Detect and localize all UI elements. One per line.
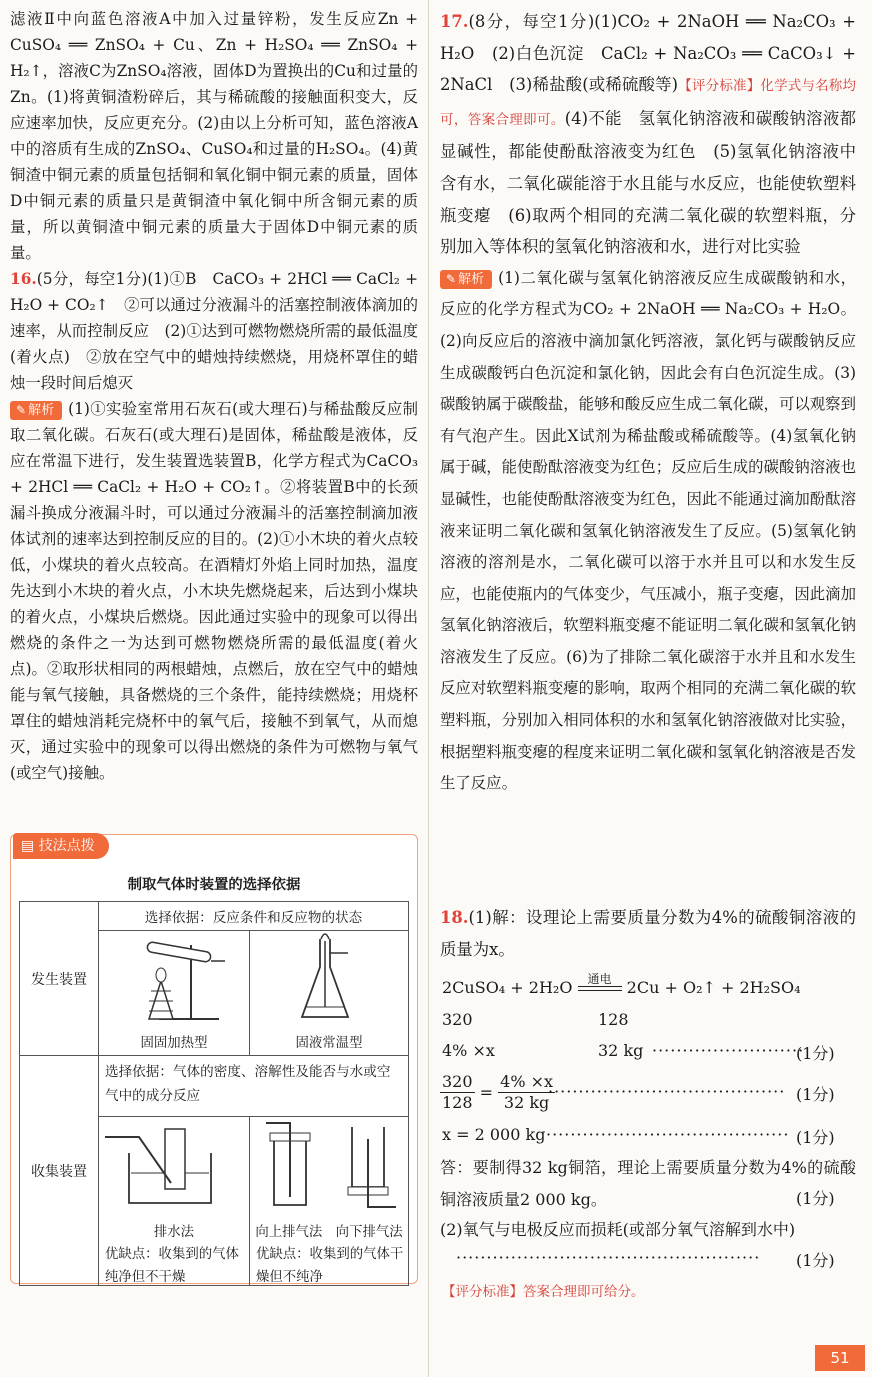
proportion-right-top: 4% ×x — [500, 1072, 554, 1091]
q16-answer-text: (5分，每空1分)(1)①B CaCO₃ + 2HCl ══ CaCl₂ + H₂O + CO₂↑ ②可以通过分液漏斗的活塞控制液体滴加的速率，从而控制反应 (2)①达到可燃物燃烧所需的最低温度(着火点) ②放在空气中的蜡烛持续燃烧，用烧杯罩住的蜡烛一段时间后熄灭 — [10, 270, 418, 392]
q17-scoring-standard: 【评分标准】化学式与名称均可，答案合理即可。 — [440, 78, 856, 128]
result: x = 2 000 kg — [442, 1125, 546, 1144]
solid-liquid-label: 固液常温型 — [295, 1036, 363, 1051]
q18-number: 18. — [440, 908, 469, 927]
dot-leader-1: ························· — [652, 1041, 805, 1060]
solid-liquid-cell — [250, 931, 409, 1056]
q18-part2 — [440, 1214, 856, 1246]
equation-condition — [578, 972, 622, 991]
analysis-tag — [10, 401, 62, 420]
page-number: 51 — [815, 1345, 865, 1371]
proportion-left — [440, 1072, 475, 1113]
air-method-note: 优缺点：收集到的气体干燥但不纯净 — [256, 1247, 404, 1285]
q18-equation — [442, 972, 801, 997]
water-displacement-cell — [99, 1117, 250, 1286]
analysis-tag-label: 解析 — [28, 403, 55, 418]
q18-part2-text: (2)氧气与电极反应而损耗(或部分氧气溶解到水中) — [440, 1220, 796, 1239]
score-5: (1分) — [796, 1251, 835, 1270]
analysis-tag-right — [440, 270, 492, 289]
q16-answer — [10, 266, 418, 396]
score-4: (1分) — [796, 1189, 835, 1208]
q18-intro — [440, 902, 856, 965]
proportion-right — [498, 1072, 555, 1113]
air-displacement-apparatus-icon — [250, 1117, 408, 1213]
pencil-icon: ✎ — [16, 403, 27, 417]
score-2: (1分) — [796, 1085, 835, 1104]
q17-answer-text: (8分，每空1分)(1)CO₂ + 2NaOH ══ Na₂CO₃ + H₂O (2)白色沉淀 CaCl₂ + Na₂CO₃ ══ CaCO₃↓ + 2NaCl (3)稀盐酸(或稀硫酸等) — [440, 12, 856, 95]
molar-mass-left: 320 — [442, 1010, 473, 1029]
tip-title: 制取气体时装置的选择依据 — [127, 877, 301, 893]
score-1: (1分) — [796, 1044, 835, 1063]
q16-analysis — [10, 396, 418, 786]
water-method-label: 排水法 — [153, 1225, 195, 1240]
left-column — [10, 6, 418, 786]
score-3: (1分) — [796, 1128, 835, 1147]
proportion-left-top: 320 — [442, 1072, 473, 1091]
q17-number: 17. — [440, 12, 469, 31]
dot-leader-5: ·················································· — [456, 1248, 761, 1267]
q17-answer — [440, 6, 856, 263]
analysis-tag-label-right: 解析 — [458, 271, 485, 287]
molar-mass-right: 128 — [598, 1010, 629, 1029]
dot-leader-2: ······································· — [548, 1082, 786, 1101]
q17-analysis-text: (1)二氧化碳与氢氧化钠溶液反应生成碳酸钠和水，反应的化学方程式为CO₂ + 2NaOH ══ Na₂CO₃ + H₂O。(2)向反应后的溶液中滴加氯化钙溶液，氯化钙与碳酸钠反应生成碳酸钙白色沉淀和氯化钠，因此会有白色沉淀生成。(3)碳酸钠属于碳酸盐，能够和酸反应生成二氧化碳，可以观察到有气泡产生。因此X试剂为稀盐酸或稀硫酸等。(4)氢氧化钠属于碱，能使酚酞溶液变为红色；反应后生成的碳酸钠溶液也显碱性，也能使酚酞溶液变为红色，因此不能通过滴加酚酞溶液来证明二氧化碳和氢氧化钠溶液发生了反应。(5)氢氧化钠溶液的溶剂是水，二氧化碳可以溶于水并且可以和水发生反应，也能使瓶内的气体变少，气压减小，瓶子变瘪，因此滴加氢氧化钠溶液后，软塑料瓶变瘪不能证明二氧化碳和氢氧化钠溶液发生了反应。(6)为了排除二氧化碳溶于水并且和水发生反应对软塑料瓶变瘪的影响，取两个相同的充满二氧化碳的软塑料瓶，分别加入相同体积的水和氢氧化钠溶液做对比实验，根据塑料瓶变瘪的程度来证明二氧化碳和氢氧化钠溶液是否发生了反应。 — [440, 268, 856, 793]
q15-analysis-continued: 滤液Ⅱ中向蓝色溶液A中加入过量锌粉，发生反应Zn + CuSO₄ ══ ZnSO₄ + Cu、Zn + H₂SO₄ ══ ZnSO₄ + H₂↑，溶液C为ZnSO₄溶液，固体D为置换出的Cu和过量的Zn。(1)将黄铜渣粉碎后，其与稀硫酸的接触面积变大，反应速率加快，反应更充分。(2)由以上分析可知，蓝色溶液A中的溶质有生成的ZnSO₄、CuSO₄和过量的H₂SO₄。(4)黄铜渣中铜元素的质量包括铜和氧化铜中铜元素的质量，固体D中铜元素的质量只是黄铜渣中氧化铜中所含铜元素的质量，所以黄铜渣中铜元素的质量大于固体D中铜元素的质量。 — [10, 10, 418, 262]
solid-heating-label: 固固加热型 — [140, 1036, 208, 1051]
water-method-note: 优缺点：收集到的气体纯净但不干燥 — [105, 1247, 239, 1285]
q18-answer-text: 答：要制得32 kg铜箔，理论上需要质量分数为4%的硫酸铜溶液质量2 000 kg。 — [440, 1158, 856, 1209]
column-divider — [428, 0, 429, 1377]
water-displacement-apparatus-icon — [99, 1117, 249, 1213]
q18-answer — [440, 1152, 856, 1215]
q18-block — [440, 902, 856, 965]
tip-header — [13, 833, 109, 859]
generation-apparatus-label: 发生装置 — [20, 902, 99, 1056]
collection-apparatus-label: 收集装置 — [20, 1056, 99, 1286]
apparatus-table — [19, 901, 409, 1286]
proportion-left-bottom: 128 — [442, 1093, 473, 1112]
quantity-right: 32 kg — [598, 1041, 644, 1060]
equation-condition-label: 通电 — [587, 972, 612, 986]
q17-answer-text-b: (4)不能 氢氧化钠溶液和碳酸钠溶液都显碱性，都能使酚酞溶液变为红色 (5)氢氧化钠溶液中含有水，二氧化碳能溶于水且能与水反应，也能使软塑料瓶变瘪 (6)取两个相同的充满二氧化碳的软塑料瓶，分别加入等体积的氢氧化钠溶液和水，进行对比实验 — [440, 108, 857, 257]
solid-heating-cell — [99, 931, 250, 1056]
pencil-icon-right: ✎ — [446, 271, 457, 286]
proportion — [440, 1072, 555, 1113]
equation-products: 2Cu + O₂↑ + 2H₂SO₄ — [626, 978, 801, 997]
collection-basis: 选择依据：气体的密度、溶解性及能否与水或空气中的成分反应 — [99, 1056, 409, 1117]
q17-analysis — [440, 263, 856, 800]
q16-analysis-text: (1)①实验室常用石灰石(或大理石)与稀盐酸反应制取二氧化碳。石灰石(或大理石)是固体，稀盐酸是液体，反应在常温下进行，发生装置选装置B，化学方程式为CaCO₃ + 2HCl ══ CaCl₂ + H₂O + CO₂↑。②将装置B中的长颈漏斗换成分液漏斗时，可以通过分液漏斗的活塞控制滴加液体试剂的速率达到控制反应的目的。(2)①小木块的着火点较低，小煤块的着火点较高。在酒精灯外焰上同时加热，温度先达到小木块的着火点，小木块先燃烧起来，后达到小煤块的着火点，小煤块后燃烧。因此通过实验中的现象可以得出燃烧的条件之一为达到可燃物燃烧所需的最低温度(着火点)。②取形状相同的两根蜡烛，点燃后，放在空气中的蜡烛能与氧气接触，具备燃烧的三个条件，能持续燃烧；用烧杯罩住的蜡烛消耗完烧杯中的氧气后，接触不到氧气，从而熄灭，通过实验中的现象可以得出燃烧的条件为可燃物与氧气(或空气)接触。 — [10, 400, 418, 782]
q18-scoring-standard: 【评分标准】答案合理即可给分。 — [442, 1284, 645, 1300]
document-icon: ▤ — [21, 838, 39, 854]
q18-intro-text: (1)解：设理论上需要质量分数为4%的硫酸铜溶液的质量为x。 — [440, 908, 856, 959]
generation-basis: 选择依据：反应条件和反应物的状态 — [99, 902, 409, 931]
proportion-right-bottom: 32 kg — [503, 1093, 550, 1112]
right-column — [440, 6, 856, 800]
q16-number: 16. — [10, 270, 37, 288]
solid-liquid-apparatus-icon — [250, 931, 398, 1031]
solid-heating-apparatus-icon — [99, 931, 249, 1031]
equals-sign: = — [479, 1083, 494, 1102]
equation-reactants: 2CuSO₄ + 2H₂O — [442, 978, 573, 997]
technique-tip-box — [10, 834, 418, 1284]
air-displacement-cell — [250, 1117, 409, 1286]
quantity-left: 4% ×x — [442, 1041, 495, 1060]
dot-leader-3: ········································ — [546, 1125, 790, 1144]
tip-header-label: 技法点拨 — [38, 838, 95, 854]
air-method-label: 向上排气法 向下排气法 — [255, 1225, 403, 1240]
